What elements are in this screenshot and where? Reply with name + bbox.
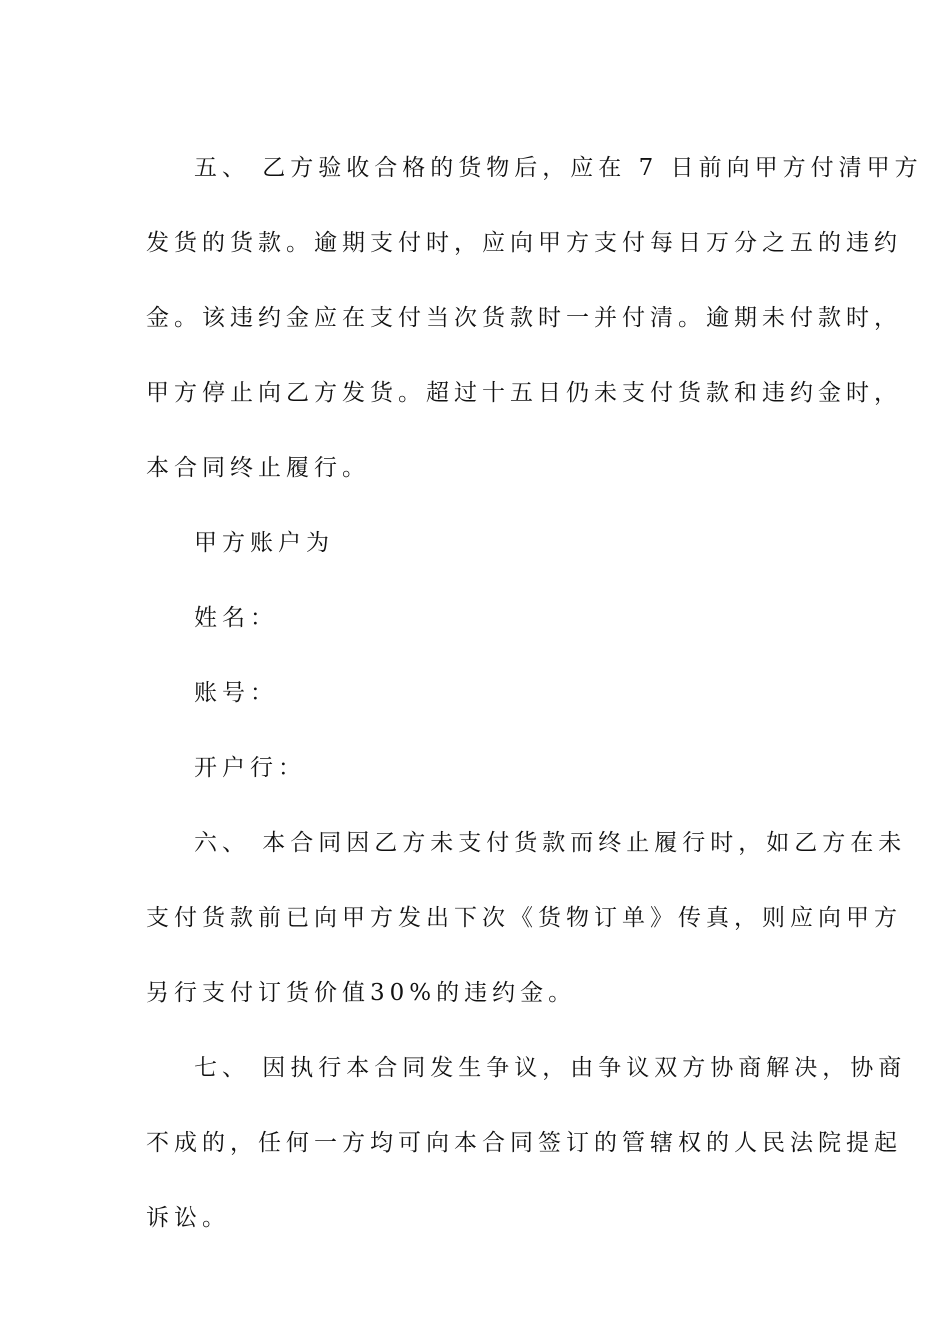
account-bank-label: 开户行： (194, 755, 306, 781)
clause-6-line-3: 另行支付订货价值30%的违约金。 (146, 980, 577, 1006)
contract-text (146, 131, 923, 1256)
account-name-label: 姓名： (194, 605, 278, 631)
clause-7-line-3: 诉讼。 (146, 1205, 230, 1231)
clause-5-line-2: 发货的货款。逾期支付时，应向甲方支付每日万分之五的违约 (146, 230, 902, 256)
clause-7-line-2: 不成的，任何一方均可向本合同签订的管辖权的人民法院提起 (146, 1130, 902, 1156)
clause-5-line-1: 五、 乙方验收合格的货物后，应在 7 日前向甲方付清甲方 (194, 155, 923, 181)
account-heading: 甲方账户为 (194, 530, 334, 556)
clause-5-line-5: 本合同终止履行。 (146, 455, 370, 481)
clause-7-line-1: 七、 因执行本合同发生争议，由争议双方协商解决，协商 (194, 1055, 907, 1081)
clause-5-line-4: 甲方停止向乙方发货。超过十五日仍未支付货款和违约金时， (146, 380, 902, 406)
clause-5-line-3: 金。该违约金应在支付当次货款时一并付清。逾期未付款时， (146, 305, 902, 331)
clause-6-line-1: 六、 本合同因乙方未支付货款而终止履行时，如乙方在未 (194, 830, 907, 856)
clause-6-line-2: 支付货款前已向甲方发出下次《货物订单》传真，则应向甲方 (146, 905, 902, 931)
account-number-label: 账号： (194, 680, 278, 706)
